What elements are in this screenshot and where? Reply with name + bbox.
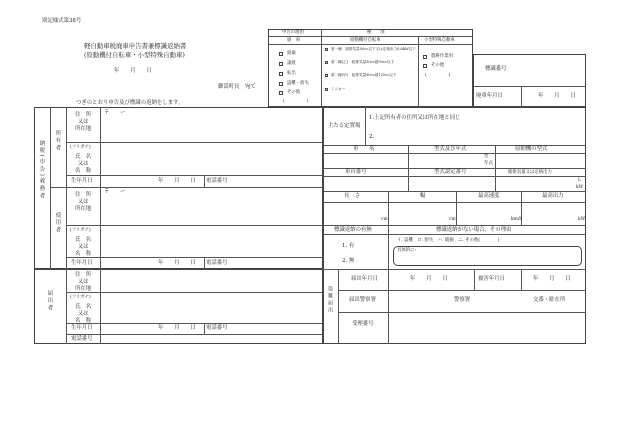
- owner-postal-mark[interactable]: 〒 ー: [104, 110, 126, 116]
- motorbike-checkbox-3[interactable]: [325, 88, 328, 91]
- police-station-suffix: 警察署: [454, 297, 471, 303]
- reason-2: 転出: [287, 71, 296, 76]
- specific-label: 具体的に:: [397, 248, 417, 253]
- motorbike-header: 原動機付自転車: [350, 38, 381, 43]
- koban-suffix: 交番・駐在所: [533, 297, 566, 303]
- motorbike-checkbox-1[interactable]: [325, 61, 328, 64]
- motorbike-item-3: ミニカー: [331, 87, 346, 91]
- notifier-name-label: 氏 名 又は 名 称: [75, 304, 92, 324]
- owner-birthdate-value[interactable]: 年 月 日: [158, 178, 196, 184]
- reason-other-blank[interactable]: ( ): [283, 99, 309, 104]
- owner-address-label: 住 所 又は 所在地: [75, 112, 92, 132]
- notifier-section-label: 届出者: [46, 290, 53, 313]
- presence-yes-option[interactable]: 1. 有: [342, 243, 355, 249]
- width-unit: cm: [449, 217, 456, 222]
- presence-no-option[interactable]: 2. 無: [342, 258, 355, 264]
- model-label: 型式及び年式: [434, 146, 467, 152]
- notifier-furigana-label: (フリガナ): [70, 295, 91, 300]
- user-address-label: 住 所 又は 所在地: [75, 192, 92, 212]
- submission-date: 年 月 日: [114, 68, 152, 74]
- theft-section-label: 盗難届出: [327, 286, 333, 314]
- special-header: 小型特殊自動車: [424, 38, 455, 43]
- notifier-address-label: 住 所 又は 所在地: [75, 272, 92, 292]
- displacement-unit-kw: kW: [576, 185, 584, 190]
- reason-0: 廃棄: [287, 51, 296, 56]
- engine-type-label: 原動機の型式: [515, 146, 548, 152]
- addressee: 御嵩町長 宛て: [218, 84, 256, 90]
- user-birthdate-value[interactable]: 年 月 日: [158, 260, 196, 266]
- special-checkbox-0[interactable]: [423, 55, 427, 59]
- max-speed-label: 最高速度: [478, 193, 500, 199]
- report-date-value[interactable]: 年 月 日: [410, 276, 448, 282]
- plate-number-label: 標識番号: [485, 66, 507, 72]
- speed-unit: km/h: [511, 217, 523, 222]
- form-subtitle: (原動機付自転車・小型特殊自動車): [84, 51, 185, 59]
- abolish-label: 廃 車: [287, 38, 301, 43]
- owner-section-label: 所有者: [54, 130, 61, 153]
- owner-furigana-label: (フリガナ): [70, 145, 91, 150]
- loss-date-label: 被害年月日: [478, 276, 505, 282]
- reason-checkbox-4[interactable]: [279, 91, 283, 95]
- motorbike-item-2: 第二種(甲) 総排気量90cc超125cc以下: [331, 73, 397, 77]
- owner-phone-label: 電話番号: [206, 178, 228, 184]
- owner-birthdate-label: 生年月日: [71, 178, 93, 184]
- special-item-0: 農耕作業用: [431, 54, 453, 59]
- location-option-2[interactable]: 2.: [369, 134, 375, 140]
- declarant-section-label: 納税(申告)義務者: [38, 140, 45, 201]
- reason-checkbox-0[interactable]: [279, 52, 283, 56]
- model-unit: 型: [484, 154, 489, 159]
- owner-name-label: 氏 名 又は 名 称: [75, 154, 92, 174]
- loss-date-value[interactable]: 年 月 日: [533, 276, 571, 282]
- abolish-date-label: 廃車年月日: [476, 93, 503, 99]
- police-station-label: 届出警察署: [349, 297, 376, 303]
- abolish-date-value[interactable]: 年 月 日: [538, 93, 576, 99]
- intro-text: つぎのとおり申告及び標識の返納をします。: [76, 100, 184, 106]
- year-unit: 年式: [484, 161, 493, 166]
- form-title: 軽自動車税廃車申告書兼標識返納書: [84, 42, 187, 50]
- reason-checkbox-3[interactable]: [279, 82, 283, 86]
- user-furigana-label: (フリガナ): [70, 228, 91, 233]
- report-date-label: 届出年月日: [351, 276, 378, 282]
- location-option-1[interactable]: 1.上記所有者の住所又は所在地と同じ: [369, 115, 461, 121]
- reason-3: 盗難・紛失: [287, 81, 309, 86]
- user-birthdate-label: 生年月日: [71, 260, 93, 266]
- vehicle-name-label: 車 名: [353, 146, 375, 152]
- displacement-unit-l: L: [578, 178, 581, 183]
- motorbike-item-1: 第二種(乙) 総排気量50cc超90cc以下: [331, 60, 395, 64]
- special-checkbox-1[interactable]: [423, 64, 427, 68]
- notifier-phone-label-2: 電話番号: [71, 336, 93, 342]
- user-postal-mark[interactable]: 〒 ー: [104, 189, 126, 195]
- motorbike-item-0: 第一種 総排気量50cc以下又は定格出力0.6kW以下: [331, 47, 416, 51]
- max-output-label: 最高出力: [542, 193, 564, 199]
- special-item-1: その他: [431, 63, 445, 68]
- notifier-phone-label: 電話番号: [206, 325, 228, 331]
- receipt-number-label: 受理番号: [352, 321, 374, 327]
- category-header: 種 別: [367, 30, 385, 35]
- reason-1: 譲渡: [287, 61, 296, 66]
- user-section-label: 使用者: [54, 212, 61, 235]
- special-other-blank[interactable]: ( ): [425, 73, 451, 78]
- chassis-number-label: 車台番号: [345, 169, 367, 175]
- length-label: 長 さ: [344, 193, 361, 199]
- reason-checkbox-1[interactable]: [279, 62, 283, 66]
- plate-presence-label: 標識返納の有無: [334, 227, 372, 233]
- displacement-label: 総排気量又は定格出力: [508, 170, 552, 175]
- motorbike-checkbox-0[interactable]: [325, 48, 328, 51]
- width-label: 幅: [420, 193, 426, 199]
- motorbike-checkbox-2[interactable]: [325, 74, 328, 77]
- form-id: 別記様式第38号: [42, 18, 82, 24]
- location-label: 主たる定置場: [328, 123, 361, 129]
- specific-reason-box[interactable]: [393, 246, 582, 266]
- plate-absent-reason-label: 標識返納がない場合、その理由: [436, 227, 512, 233]
- notifier-birthdate-label: 生年月日: [71, 325, 93, 331]
- notifier-birthdate-value[interactable]: 年 月 日: [158, 325, 196, 331]
- length-unit: cm: [381, 217, 388, 222]
- output-unit: kW: [578, 217, 586, 222]
- user-name-label: 氏 名 又は 名 称: [75, 237, 92, 257]
- reason-checkbox-2[interactable]: [279, 72, 283, 76]
- reason-header: 申告の理由: [282, 30, 304, 35]
- user-phone-label: 電話番号: [206, 260, 228, 266]
- absent-reasons-options[interactable]: イ. 盗難 ロ. 紛失 ハ. 破損 ニ. その他( ): [397, 238, 500, 243]
- model-cert-label: 型式認定番号: [434, 169, 467, 175]
- reason-4: その他: [287, 90, 301, 95]
